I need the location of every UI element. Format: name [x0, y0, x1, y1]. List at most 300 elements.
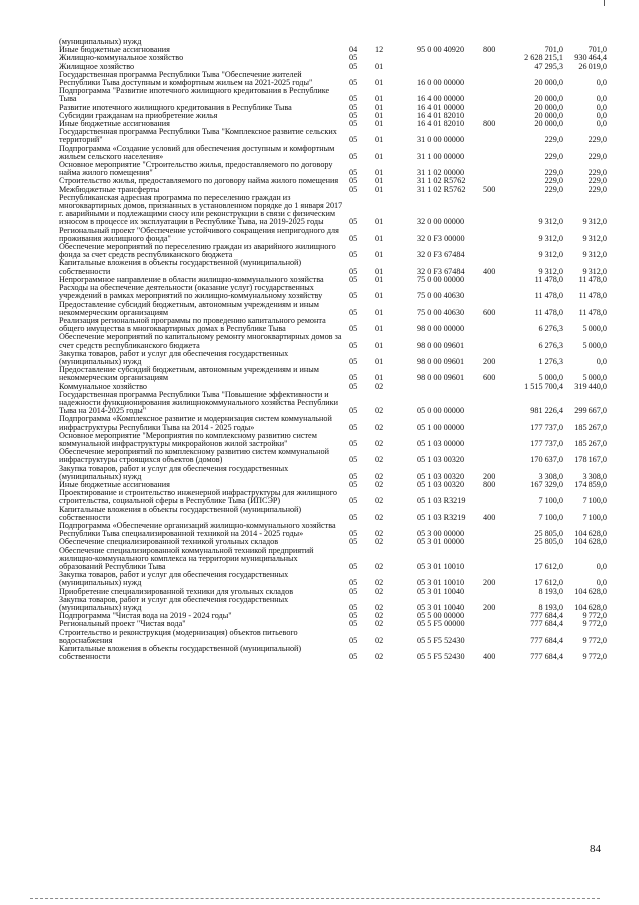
row-subsection-code: 02 [375, 652, 384, 662]
row-expense-type [483, 128, 513, 144]
row-name: Закупка товаров, работ и услуг для обеспечения государственных (муниципальных) нужд [59, 348, 289, 366]
row-section-code: 04 [349, 45, 358, 55]
table-row [59, 448, 607, 464]
row-amount-first: 701,0 [544, 45, 563, 55]
row-name: (муниципальных) нужд [59, 37, 142, 46]
row-target-article: 98 0 00 09601 [417, 340, 465, 350]
row-target-article: 05 1 03 R3219 [417, 512, 466, 522]
row-name: Капитальные вложения в объекты государственной (муниципальной) собственности [59, 258, 302, 276]
row-section-code: 05 [349, 233, 358, 243]
row-subsection-code: 02 [375, 635, 384, 645]
row-amount-first: 11 478,0 [534, 291, 563, 301]
row-target-article: 16 4 00 00000 [417, 94, 465, 104]
row-amount-first: 9 312,0 [538, 250, 563, 260]
row-expense-type [483, 522, 513, 538]
row-section-code: 05 [349, 635, 358, 645]
row-name: Республиканская адресная программа по переселению граждан из многоквартирных домов, признанных в установленном порядке до 1 января 2017 г. аварийными и подлежащими сносу или реконструкции в связи с физическим износом в процессе их эксплуатации в Республике Тыва, на 2019-2025 годы [59, 192, 343, 227]
budget-table-body [59, 38, 607, 661]
row-name: Региональный проект "Обеспечение устойчивого сокращения непригодного для проживания жилищного фонда" [59, 225, 339, 243]
row-section-code: 05 [349, 110, 358, 120]
row-amount-first: 11 478,0 [534, 307, 563, 317]
row-name: Обеспечение мероприятий по переселению граждан из аварийного жилищного фонда за счет средств республиканского бюджета [59, 242, 336, 260]
row-target-article [417, 63, 483, 71]
row-amount-second: 229,0 [588, 176, 607, 186]
row-name: Реализация региональной программы по проведению капитального ремонта общего имущества в многоквартирных домах в Республике Тыва [59, 315, 326, 334]
row-amount-first: 7 100,0 [538, 512, 563, 522]
row-amount-second: 7 100,0 [582, 496, 607, 506]
table-row [59, 432, 607, 448]
row-expense-type [483, 538, 513, 546]
row-amount-second: 9 772,0 [582, 652, 607, 662]
row-target-article: 98 0 00 00000 [417, 324, 465, 334]
row-amount-second: 299 667,0 [574, 406, 607, 416]
row-amount-second: 5 000,0 [582, 324, 607, 334]
row-amount-first: 20 000,0 [534, 110, 563, 120]
row-section-code: 05 [349, 422, 358, 432]
row-amount-first: 47 295,3 [534, 61, 563, 71]
row-expense-type [483, 612, 513, 620]
row-name: Субсидии гражданам на приобретение жилья [59, 110, 218, 120]
row-subsection-code: 02 [375, 422, 384, 432]
row-target-article: 32 0 F3 67484 [417, 266, 465, 276]
row-name: Приобретение специализированной техники для угольных складов [59, 586, 294, 596]
row-subsection-code: 02 [375, 529, 384, 539]
row-section-code: 05 [349, 307, 358, 317]
row-amount-second: 0,0 [596, 94, 607, 104]
table-row [59, 415, 607, 431]
row-amount-second: 185 267,0 [574, 438, 607, 448]
row-target-article: 75 0 00 00000 [417, 274, 465, 284]
row-section-code: 05 [349, 184, 358, 194]
row-expense-type: 800 [483, 479, 496, 489]
row-amount-second: 0,0 [596, 110, 607, 120]
row-subsection-code: 02 [375, 406, 384, 416]
row-subsection-code: 01 [375, 274, 384, 284]
table-row [59, 54, 607, 62]
row-subsection-code: 02 [375, 512, 384, 522]
row-name: Проектирование и строительство инженерной инфраструктуры для жилищного строительства, социальной сферы в Республике Тыва (ИПСЭР) [59, 488, 338, 506]
row-subsection-code: 01 [375, 168, 384, 178]
row-amount-second: 7 100,0 [582, 512, 607, 522]
row-expense-type: 200 [483, 471, 496, 481]
row-amount-first: 6 276,3 [538, 324, 563, 334]
row-target-article: 16 4 01 00000 [417, 102, 465, 112]
row-expense-type [483, 383, 513, 391]
row-expense-type [483, 333, 513, 349]
row-amount-first: 170 637,0 [530, 455, 563, 465]
row-section-code: 05 [349, 151, 358, 161]
row-amount-first: 7 100,0 [538, 496, 563, 506]
row-target-article: 32 0 F3 00000 [417, 233, 465, 243]
row-subsection-code: 02 [375, 471, 384, 481]
row-amount-first: 6 276,3 [538, 340, 563, 350]
row-name: Обеспечение мероприятий по комплексному развитию систем коммунальной инфраструктуры строящихся объектов (домов) [59, 447, 329, 465]
row-section-code: 05 [349, 94, 358, 104]
row-section-code: 05 [349, 119, 358, 129]
row-subsection-code: 02 [375, 455, 384, 465]
row-amount-first: 777 684,4 [530, 652, 563, 662]
row-section-code: 05 [349, 455, 358, 465]
row-expense-type: 800 [483, 45, 496, 55]
row-amount-first: 20 000,0 [534, 119, 563, 129]
row-amount-second: 229,0 [588, 184, 607, 194]
row-subsection-code: 02 [375, 438, 384, 448]
row-amount-first: 177 737,0 [530, 438, 563, 448]
row-subsection-code: 01 [375, 266, 384, 276]
row-amount-second: 701,0 [588, 45, 607, 55]
row-subsection-code: 01 [375, 184, 384, 194]
row-section-code: 05 [349, 578, 358, 588]
row-section-code: 05 [349, 619, 358, 629]
row-expense-type [483, 161, 513, 177]
row-expense-type: 500 [483, 184, 496, 194]
row-section-code: 05 [349, 529, 358, 539]
row-amount-first: 229,0 [544, 184, 563, 194]
row-expense-type: 800 [483, 119, 496, 129]
row-section-code: 05 [349, 406, 358, 416]
table-row [59, 259, 607, 275]
row-name: Обеспечение специализированной техникой угольных складов [59, 537, 279, 547]
table-row [59, 194, 607, 227]
row-amount-second: 0,0 [596, 356, 607, 366]
row-expense-type [483, 629, 513, 645]
row-amount-second: 9 312,0 [582, 266, 607, 276]
row-target-article: 05 1 03 00000 [417, 438, 465, 448]
row-amount-first: 229,0 [544, 176, 563, 186]
row-amount-second: 104 628,0 [574, 603, 607, 613]
row-name: Подпрограмма «Комплексное развитие и модернизация систем коммунальной инфраструктуры Республики Тыва на 2014 - 2025 годы» [59, 414, 332, 432]
scan-edge-line [30, 898, 600, 899]
row-amount-second: 104 628,0 [574, 537, 607, 547]
row-amount-first: 20 000,0 [534, 94, 563, 104]
row-section-code: 05 [349, 102, 358, 112]
row-name: Закупка товаров, работ и услуг для обеспечения государственных (муниципальных) нужд [59, 463, 289, 481]
row-target-article: 05 3 01 10010 [417, 578, 465, 588]
row-amount-second: 5 000,0 [582, 340, 607, 350]
row-amount-second: 229,0 [588, 135, 607, 145]
row-name: Строительство жилья, предоставляемого по договору найма жилого помещения [59, 176, 339, 186]
row-amount-second: 9 312,0 [582, 217, 607, 227]
row-target-article: 05 3 01 00000 [417, 537, 465, 547]
row-target-article: 98 0 00 09601 [417, 356, 465, 366]
row-amount-second: 178 167,0 [574, 455, 607, 465]
row-target-article: 95 0 00 40920 [417, 45, 465, 55]
table-row [59, 506, 607, 522]
row-amount-second: 319 440,0 [574, 381, 607, 391]
row-target-article: 31 1 00 00000 [417, 151, 465, 161]
row-subsection-code: 02 [375, 496, 384, 506]
row-expense-type: 600 [483, 307, 496, 317]
row-target-article: 05 1 03 R3219 [417, 496, 466, 506]
row-subsection-code: 01 [375, 356, 384, 366]
row-expense-type: 400 [483, 266, 496, 276]
row-target-article: 16 4 01 82010 [417, 110, 465, 120]
row-amount-second: 9 312,0 [582, 233, 607, 243]
row-amount-first: 20 000,0 [534, 102, 563, 112]
row-subsection-code: 01 [375, 340, 384, 350]
row-name: Коммунальное хозяйство [59, 381, 147, 391]
row-target-article: 05 0 00 00000 [417, 406, 465, 416]
row-amount-first: 3 308,0 [538, 471, 563, 481]
row-name: Непрограммное направление в области жилищно-коммунального хозяйства [59, 274, 324, 284]
row-section-code: 05 [349, 291, 358, 301]
row-expense-type [483, 588, 513, 596]
row-amount-first: 167 329,0 [530, 479, 563, 489]
row-expense-type [483, 87, 513, 103]
row-amount-second: 0,0 [596, 78, 607, 88]
row-expense-type [483, 194, 513, 227]
row-section-code: 05 [349, 61, 358, 71]
row-subsection-code: 02 [375, 578, 384, 588]
row-amount-first: 11 478,0 [534, 274, 563, 284]
row-target-article: 31 1 02 00000 [417, 168, 465, 178]
row-expense-type [483, 71, 513, 87]
row-name: Предоставление субсидий бюджетным, автономным учреждениям и иным некоммерческим организациям [59, 299, 319, 317]
table-row [59, 645, 607, 661]
row-target-article: 05 1 03 00320 [417, 471, 465, 481]
row-amount-second: 5 000,0 [582, 373, 607, 383]
row-subsection-code: 01 [375, 176, 384, 186]
row-amount-first: 777 684,4 [530, 635, 563, 645]
row-section-code: 05 [349, 496, 358, 506]
row-expense-type: 400 [483, 512, 496, 522]
row-section-code: 05 [349, 168, 358, 178]
row-section-code: 05 [349, 53, 358, 63]
row-target-article: 32 0 F3 67484 [417, 250, 465, 260]
row-target-article: 31 0 00 00000 [417, 135, 465, 145]
row-subsection-code: 01 [375, 373, 384, 383]
row-expense-type: 400 [483, 652, 496, 662]
row-section-code: 05 [349, 356, 358, 366]
table-row [59, 391, 607, 416]
table-row [59, 465, 607, 481]
table-row [59, 489, 607, 505]
row-amount-first: 229,0 [544, 168, 563, 178]
row-subsection-code: 01 [375, 61, 384, 71]
table-row [59, 128, 607, 144]
row-expense-type: 200 [483, 356, 496, 366]
row-target-article: 05 3 00 00000 [417, 529, 465, 539]
row-name: Закупка товаров, работ и услуг для обеспечения государственных (муниципальных) нужд [59, 594, 289, 613]
row-section-code: 05 [349, 537, 358, 547]
row-expense-type [483, 317, 513, 333]
table-row [59, 547, 607, 572]
row-subsection-code: 01 [375, 217, 384, 227]
row-amount-second: 185 267,0 [574, 422, 607, 432]
row-name: Основное мероприятие "Мероприятия по комплексному развитию систем коммунальной инфраструктуры микрорайонов жилой застройки" [59, 430, 317, 448]
row-subsection-code: 02 [375, 537, 384, 547]
row-amount-first: 777 684,4 [530, 619, 563, 629]
row-section-code: 05 [349, 479, 358, 489]
budget-table [59, 38, 607, 661]
row-amount-first: 8 193,0 [538, 603, 563, 613]
page-number: 84 [590, 843, 601, 855]
row-name: Иные бюджетные ассигнования [59, 45, 170, 55]
row-section-code: 05 [349, 340, 358, 350]
row-expense-type [483, 54, 513, 62]
row-subsection-code: 01 [375, 151, 384, 161]
row-section-code: 05 [349, 652, 358, 662]
row-amount-second: 174 859,0 [574, 479, 607, 489]
row-target-article [417, 383, 483, 391]
row-amount-second: 0,0 [596, 562, 607, 571]
row-amount-first: 20 000,0 [534, 78, 563, 88]
row-amount-first: 229,0 [544, 135, 563, 145]
row-target-article: 05 3 01 10040 [417, 586, 465, 596]
row-target-article: 05 1 03 00320 [417, 455, 465, 465]
row-section-code: 05 [349, 217, 358, 227]
row-amount-first: 17 612,0 [534, 578, 563, 588]
row-expense-type [483, 620, 513, 628]
row-target-article: 98 0 00 09601 [417, 373, 465, 383]
row-section-code: 05 [349, 611, 358, 621]
row-amount-first: 9 312,0 [538, 217, 563, 227]
row-target-article: 16 4 01 82010 [417, 119, 465, 129]
row-name: Жилищно-коммунальное хозяйство [59, 53, 184, 63]
row-name: Подпрограмма "Развитие ипотечного жилищного кредитования в Республике Тыва [59, 86, 330, 104]
row-name: Основное мероприятие "Строительство жилья, предоставляемого по договору найма жилого помещения" [59, 160, 333, 178]
row-section-code: 05 [349, 471, 358, 481]
row-expense-type [483, 432, 513, 448]
table-row [59, 333, 607, 349]
table-row [59, 71, 607, 87]
table-row [59, 629, 607, 645]
row-expense-type [483, 448, 513, 464]
row-name: Строительство и реконструкция (модернизация) объектов питьевого водоснабжения [59, 627, 298, 645]
row-name: Предоставление субсидий бюджетным, автономным учреждениям и иным некоммерческим организациям [59, 365, 319, 383]
row-expense-type [483, 284, 513, 300]
row-amount-first: 229,0 [544, 151, 563, 161]
row-amount-first: 777 684,4 [530, 611, 563, 621]
row-name: Расходы на обеспечение деятельности (оказание услуг) государственных учреждений в рамках мероприятий по жилищно-коммунальному хозяйству [59, 283, 323, 301]
row-amount-first: 9 312,0 [538, 233, 563, 243]
row-amount-first: 25 805,0 [534, 537, 563, 547]
scan-mark [604, 0, 605, 6]
row-target-article: 05 1 03 00320 [417, 479, 465, 489]
row-target-article: 05 3 01 10040 [417, 603, 465, 613]
row-amount-second: 104 628,0 [574, 529, 607, 539]
row-target-article: 75 0 00 40630 [417, 307, 465, 317]
row-amount-second: 3 308,0 [582, 471, 607, 481]
row-section-code: 05 [349, 381, 358, 391]
table-row [59, 366, 607, 382]
row-amount-second: 9 772,0 [582, 635, 607, 645]
row-subsection-code: 02 [375, 562, 384, 571]
row-section-code: 05 [349, 373, 358, 383]
row-amount-first: 981 226,4 [530, 406, 563, 416]
row-subsection-code: 01 [375, 94, 384, 104]
row-amount-second: 0,0 [596, 102, 607, 112]
row-target-article: 05 5 F5 00000 [417, 619, 465, 629]
row-name: Жилищное хозяйство [59, 61, 135, 71]
row-target-article: 75 0 00 40630 [417, 291, 465, 301]
row-amount-second: 0,0 [596, 578, 607, 588]
row-expense-type: 200 [483, 578, 496, 588]
row-target-article: 31 1 02 R5762 [417, 184, 466, 194]
row-subsection-code: 02 [375, 611, 384, 621]
table-row [59, 596, 607, 612]
row-amount-second: 11 478,0 [578, 307, 607, 317]
row-amount-first: 5 000,0 [538, 373, 563, 383]
row-expense-type [483, 63, 513, 71]
row-amount-first: 17 612,0 [534, 562, 563, 571]
row-amount-first: 1 515 700,4 [524, 381, 563, 391]
row-section-code: 05 [349, 438, 358, 448]
row-target-article: 05 5 F5 52430 [417, 635, 465, 645]
table-row [59, 161, 607, 177]
row-subsection-code: 01 [375, 102, 384, 112]
table-row [59, 284, 607, 300]
row-expense-type: 200 [483, 603, 496, 613]
row-amount-second: 11 478,0 [578, 274, 607, 284]
row-subsection-code: 01 [375, 110, 384, 120]
row-amount-first: 25 805,0 [534, 529, 563, 539]
row-amount-first: 8 193,0 [538, 586, 563, 596]
row-section-code: 05 [349, 250, 358, 260]
row-subsection-code: 01 [375, 135, 384, 145]
row-name: Государственная программа Республики Тыва "Комплексное развитие сельских территорий" [59, 127, 337, 145]
row-expense-type [483, 276, 513, 284]
row-amount-second: 104 628,0 [574, 586, 607, 596]
row-target-article: 05 5 00 00000 [417, 611, 465, 621]
row-name: Подпрограмма «Обеспечение организаций жилищно-коммунального хозяйства Республики Тыва специализированной техникой на 2014 - 2025 годы» [59, 520, 336, 539]
row-expense-type [483, 145, 513, 161]
row-subsection-code: 12 [375, 45, 384, 55]
row-subsection-code: 02 [375, 381, 384, 391]
row-target-article: 05 3 01 10010 [417, 562, 465, 571]
row-amount-second: 11 478,0 [578, 291, 607, 301]
row-name: Иные бюджетные ассигнования [59, 119, 170, 129]
row-section-code: 05 [349, 176, 358, 186]
row-amount-second: 9 772,0 [582, 619, 607, 629]
row-subsection-code: 01 [375, 78, 384, 88]
row-subsection-code: 02 [375, 603, 384, 613]
row-name: Капитальные вложения в объекты государственной (муниципальной) собственности [59, 644, 302, 662]
row-name: Обеспечение специализированной коммунальной техникой предприятий жилищно-коммунального комплекса на территории муниципальных образований Республики Тыва [59, 545, 314, 571]
row-amount-second: 930 464,4 [574, 53, 607, 63]
row-target-article: 05 1 00 00000 [417, 422, 465, 432]
row-name: Подпрограмма "Чистая вода на 2019 - 2024 годы" [59, 611, 232, 621]
row-section-code: 05 [349, 135, 358, 145]
row-name: Капитальные вложения в объекты государственной (муниципальной) собственности [59, 504, 302, 522]
row-expense-type [483, 243, 513, 259]
row-subsection-code: 02 [375, 619, 384, 629]
row-subsection-code: 02 [375, 479, 384, 489]
row-name: Развитие ипотечного жилищного кредитования в Республике Тыва [59, 102, 292, 112]
row-amount-second: 229,0 [588, 151, 607, 161]
row-subsection-code: 01 [375, 233, 384, 243]
row-subsection-code: 02 [375, 586, 384, 596]
row-expense-type [483, 227, 513, 243]
table-row [59, 317, 607, 333]
row-target-article: 16 0 00 00000 [417, 78, 465, 88]
row-amount-second: 26 019,0 [578, 61, 607, 71]
row-amount-first: 2 628 215,1 [524, 53, 563, 63]
row-amount-first: 177 737,0 [530, 422, 563, 432]
row-name: Государственная программа Республики Тыва "Повышение эффективности и надежности функционирования жилищнокоммунального хозяйства Республики Тыва на 2014-2025 годы" [59, 389, 339, 416]
row-subsection-code: 01 [375, 307, 384, 317]
row-expense-type [483, 391, 513, 416]
row-name: Обеспечение мероприятий по капитальному ремонту многоквартирных домов за счет средств республиканского бюджета [59, 332, 342, 350]
row-subsection-code: 01 [375, 291, 384, 301]
row-name: Межбюджетные трансферты [59, 184, 160, 194]
row-name: Государственная программа Республики Тыва "Обеспечение жителей Республики Тыва доступным и комфортным жильем на 2021-2025 годы" [59, 69, 313, 88]
row-name: Региональный проект "Чистая вода" [59, 619, 186, 629]
row-name: Иные бюджетные ассигнования [59, 479, 170, 489]
row-target-article: 32 0 00 00000 [417, 217, 465, 227]
row-section-code: 05 [349, 586, 358, 596]
table-row [59, 571, 607, 587]
